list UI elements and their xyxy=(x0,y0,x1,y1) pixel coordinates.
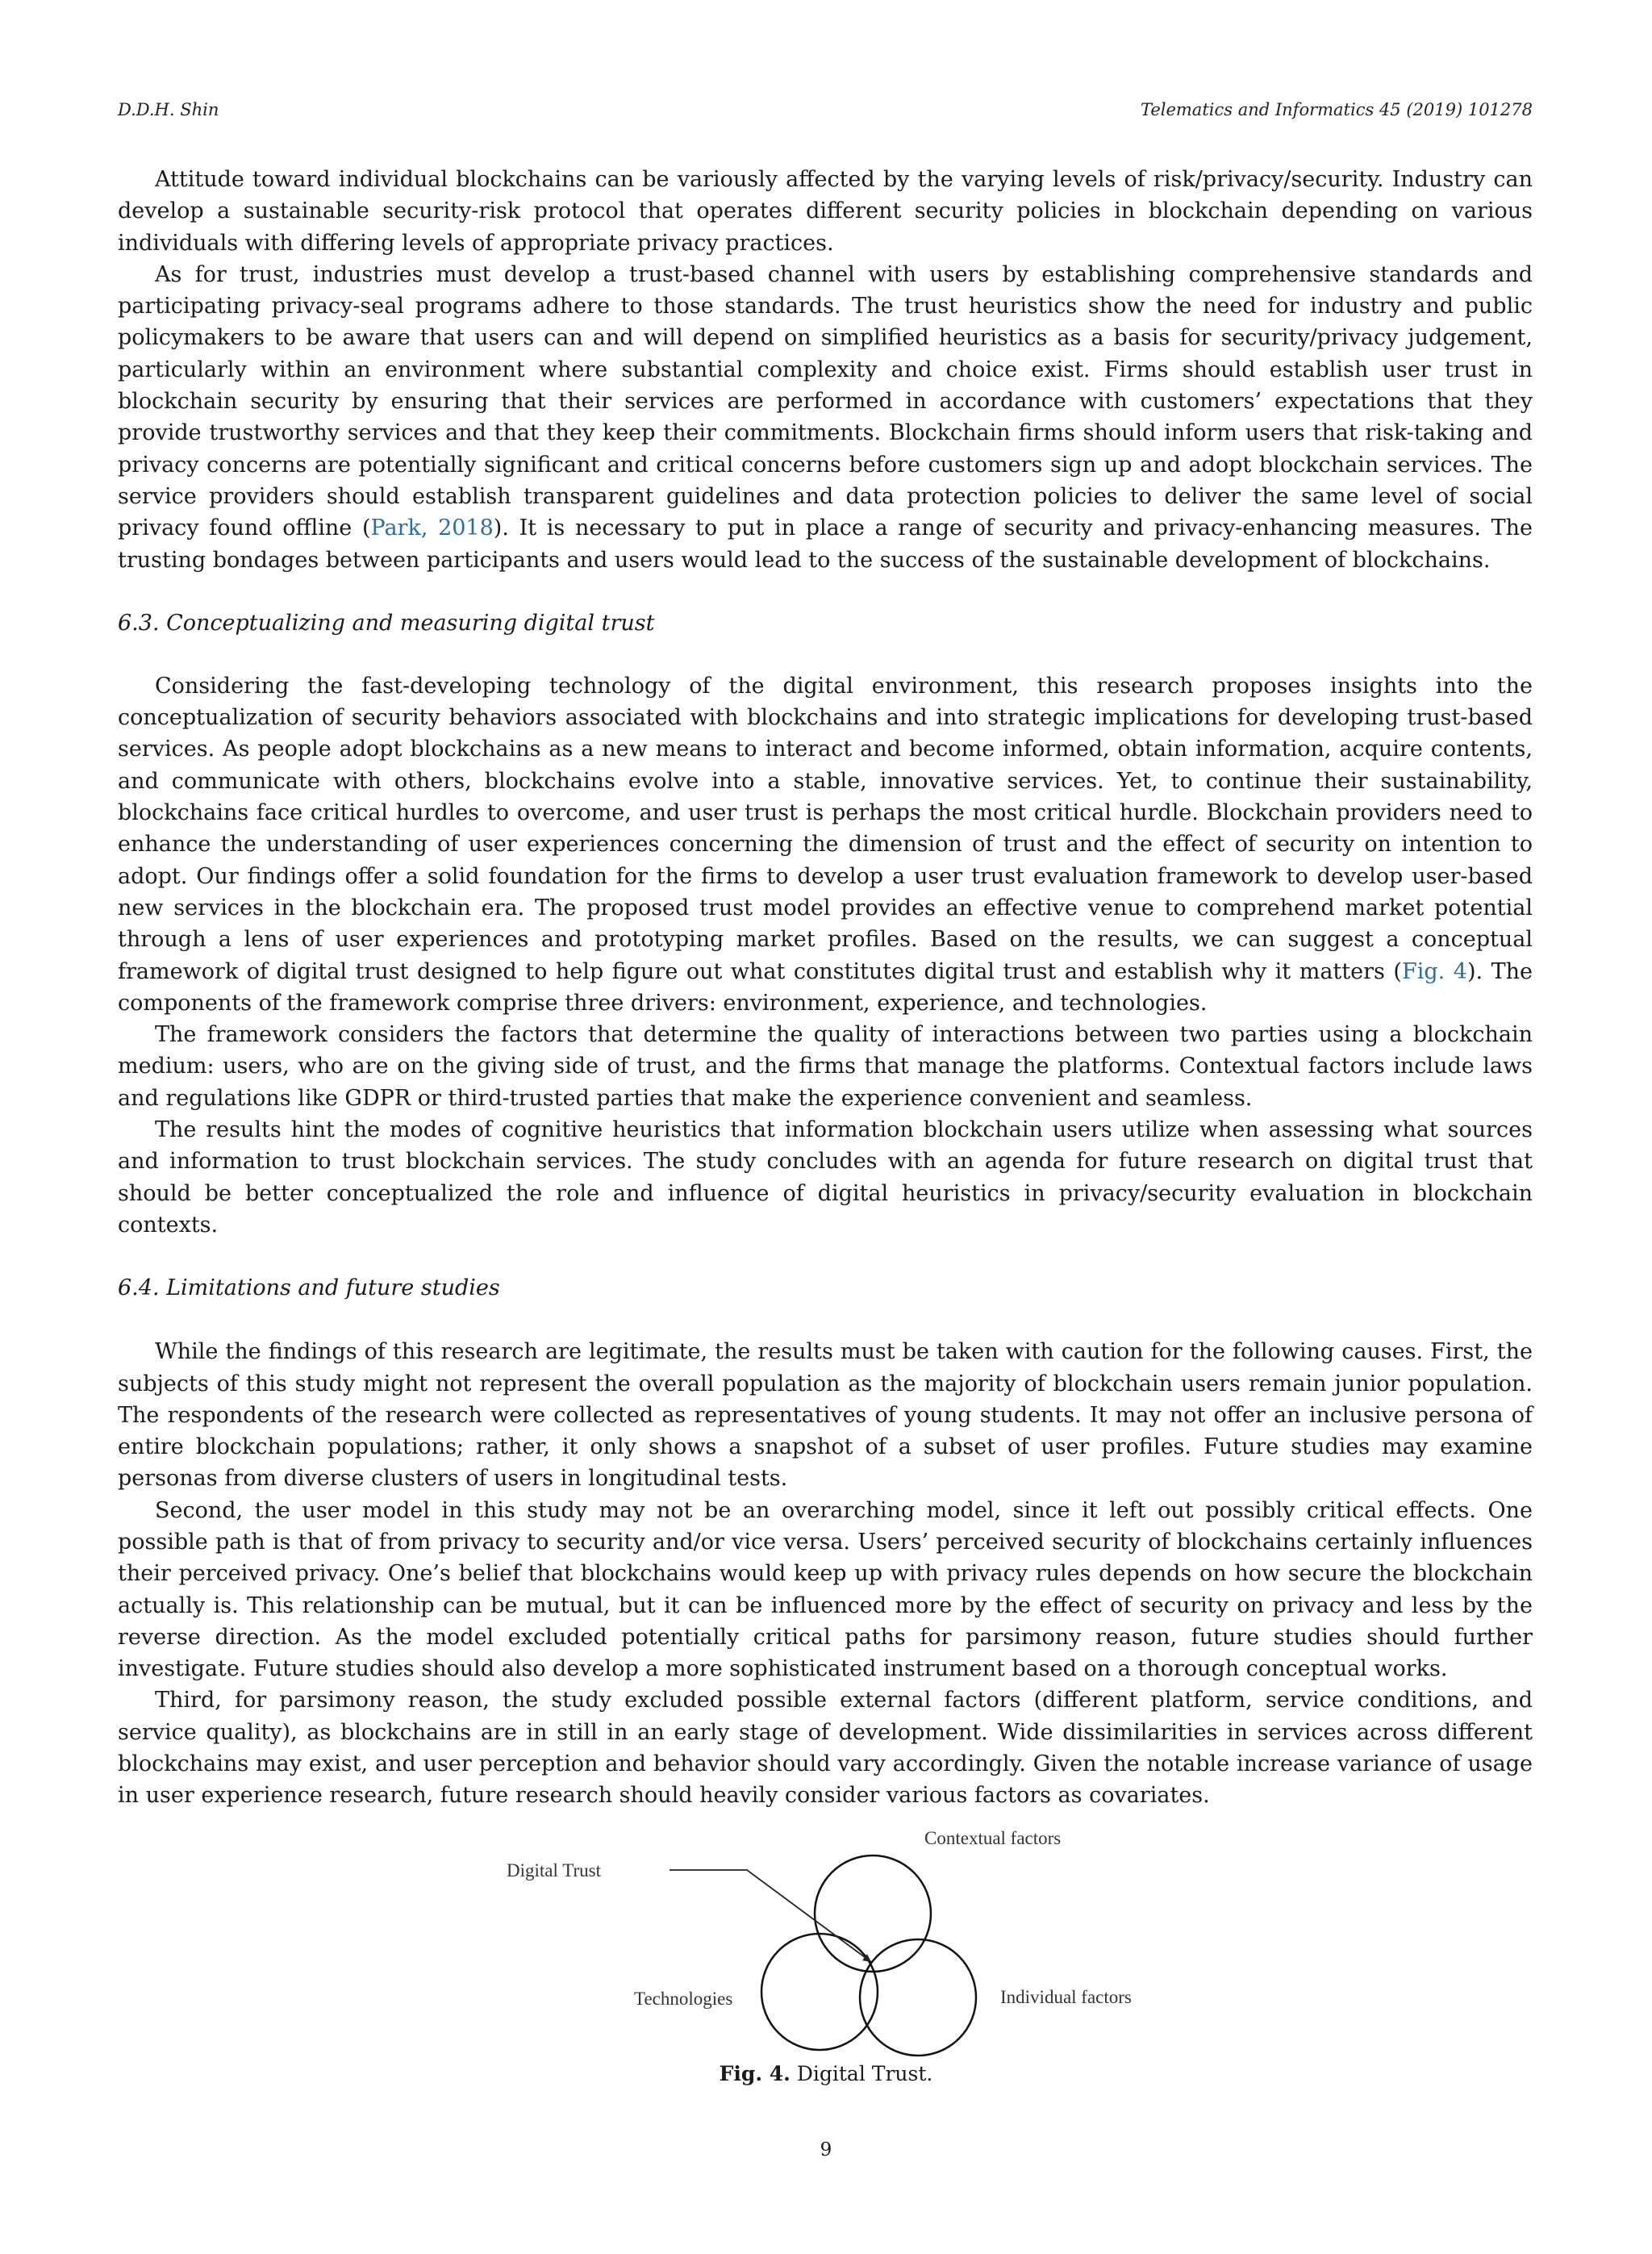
label-contextual-factors: Contextual factors xyxy=(924,1828,1062,1848)
paragraph: As for trust, industries must develop a trust-based channel with users by establishing comprehensive standards and participating privacy-seal programs adhere to those standards. The trust heuristics show the need for industry and public policymakers to be aware that users can and will depend on simplified heuristics as a basis for security/privacy judgement, particularly within an environment where substantial complexity and choice exist. Firms should establish user trust in blockchain security by ensuring that their services are performed in accordance with customers’ expectations that they provide trustworthy services and that they keep their commitments. Blockchain firms should inform users that risk-taking and privacy concerns are potentially significant and critical concerns before customers sign up and adopt blockchain services. The service providers should establish transparent guidelines and data protection policies to deliver the same level of social privacy found offline (Park, 2018). It is necessary to put in place a range of security and privacy-enhancing measures. The trusting bondages between participants and users would lead to the success of the sustainable development of blockchains. xyxy=(118,261,1533,573)
figure-caption-label: Fig. 4. xyxy=(719,2062,791,2085)
section-heading-6-4: 6.4. Limitations and future studies xyxy=(118,1275,500,1301)
label-individual-factors: Individual factors xyxy=(1000,1987,1132,2007)
paragraph: The framework considers the factors that determine the quality of interactions between two parties using a blockchain medium: users, who are on the giving side of trust, and the firms that manage the platforms. Contextual factors include laws and regulations like GDPR or third-trusted parties that make the experience convenient and seamless. xyxy=(118,1022,1533,1111)
paragraph: The results hint the modes of cognitive heuristics that information blockchain users utilize when assessing what sources and information to trust blockchain services. The study concludes with an agenda for future research on digital trust that should be better conceptualized the role and influence of digital heuristics in privacy/security evaluation in blockchain contexts. xyxy=(118,1117,1533,1238)
figure-caption xyxy=(0,2062,1652,2085)
page-number: 9 xyxy=(820,2139,832,2160)
label-digital-trust: Digital Trust xyxy=(507,1860,601,1880)
label-technologies: Technologies xyxy=(634,1989,733,2009)
section-heading-6-3: 6.3. Conceptualizing and measuring digital trust xyxy=(118,610,655,636)
venn-circle-contextual xyxy=(815,1855,931,1972)
paragraph: Third, for parsimony reason, the study excluded possible external factors (different platform, service conditions, and service quality), as blockchains are in still in an early stage of development. Wide dissimilarities in services across different blockchains may exist, and user perception and behavior should vary accordingly. Given the notable increase variance of usage in user experience research, future research should heavily consider various factors as covariates. xyxy=(118,1688,1533,1809)
paragraph: While the findings of this research are legitimate, the results must be taken with caution for the following causes. First, the subjects of this study might not represent the overall population as the majority of blockchain users remain junior population. The respondents of the research were collected as representatives of young students. It may not offer an inclusive persona of entire blockchain populations; rather, it only shows a snapshot of a subset of user profiles. Future studies may examine personas from diverse clusters of users in longitudinal tests. xyxy=(118,1339,1533,1492)
citation-link-park-2018[interactable]: Park, 2018 xyxy=(370,515,494,541)
venn-diagram xyxy=(0,1807,1652,2097)
figure-caption-text: Digital Trust. xyxy=(796,2062,933,2085)
figure-4-digital-trust xyxy=(0,1807,1652,2097)
running-head-journal: Telematics and Informatics 45 (2019) 101278 xyxy=(1140,100,1533,119)
paragraph: Considering the fast-developing technology of the digital environment, this research proposes insights into the conceptualization of security behaviors associated with blockchains and into strategic implications for developing trust-based services. As people adopt blockchains as a new means to interact and become informed, obtain information, acquire contents, and communicate with others, blockchains evolve into a stable, innovative services. Yet, to continue their sustainability, blockchains face critical hurdles to overcome, and user trust is perhaps the most critical hurdle. Blockchain providers need to enhance the understanding of user experiences concerning the dimension of trust and the effect of security on intention to adopt. Our findings offer a solid foundation for the firms to develop a user trust evaluation framework to develop user-based new services in the blockchain era. The proposed trust model provides an effective venue to comprehend market potential through a lens of user experiences and prototyping market profiles. Based on the results, we can suggest a conceptual framework of digital trust designed to help figure out what constitutes digital trust and establish why it matters (Fig. 4). The components of the framework comprise three drivers: environment, experience, and technologies. xyxy=(118,673,1533,1016)
running-head xyxy=(118,100,1533,119)
running-head-author: D.D.H. Shin xyxy=(118,100,219,119)
figure-link-fig-4[interactable]: Fig. 4 xyxy=(1401,958,1467,984)
digital-trust-pointer xyxy=(670,1870,871,1962)
paragraph: Second, the user model in this study may not be an overarching model, since it left out possibly critical effects. One possible path is that of from privacy to security and/or vice versa. Users’ perceived security of blockchains certainly influences their perceived privacy. One’s belief that blockchains would keep up with privacy rules depends on how secure the blockchain actually is. This relationship can be mutual, but it can be influenced more by the effect of security on privacy and less by the reverse direction. As the model excluded potentially critical paths for parsimony reason, future studies should further investigate. Future studies should also develop a more sophisticated instrument based on a thorough conceptual works. xyxy=(118,1497,1533,1682)
paragraph: Attitude toward individual blockchains can be variously affected by the varying levels of risk/privacy/security. Industry can develop a sustainable security-risk protocol that operates different security policies in blockchain depending on various individuals with differing levels of appropriate privacy practices. xyxy=(118,167,1533,256)
body-text xyxy=(118,164,1533,1812)
